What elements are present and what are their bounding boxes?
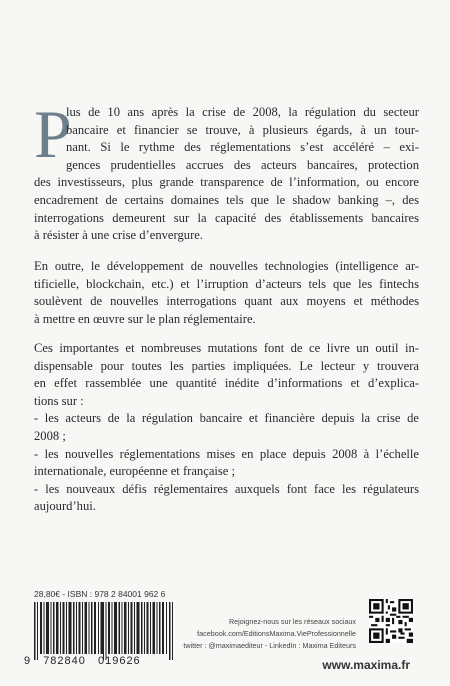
text-line: 2008 ;: [34, 428, 66, 443]
text-line: aujourd’hui.: [34, 499, 96, 514]
list-item: - les acteurs de la régulation bancaire et financière depuis la crise de: [34, 411, 419, 426]
barcode-icon: [34, 602, 174, 660]
barcode-digit-group: 019626: [97, 655, 141, 667]
paragraph-book-content: [34, 340, 419, 516]
text-line: lus de 10 ans après la crise de 2008, la régulation du secteur: [66, 105, 419, 119]
list-item: - les nouveaux défis réglementaires auxquels font face les régulateurs: [34, 481, 419, 496]
text-line: dispensable pour toutes les parties impliquées. Le lecteur y trouvera: [34, 358, 419, 373]
social-networks-info: [183, 616, 356, 652]
barcode-digits: [24, 655, 149, 667]
text-line: à résister à une crise d’envergure.: [34, 228, 204, 243]
drop-cap-letter: P: [34, 96, 72, 172]
website-link[interactable]: www.maxima.fr: [322, 658, 410, 672]
price-isbn: 28,80€ - ISBN : 978 2 84001 962 6: [34, 589, 166, 599]
list-item: - les nouvelles réglementations mises en place depuis 2008 à l’échelle: [34, 446, 419, 461]
text-line: encadrement de certains domaines tels que le shadow banking –, des: [34, 192, 419, 207]
text-line: internationale, européenne et française ;: [34, 464, 236, 479]
paragraph-intro: [34, 96, 419, 245]
barcode-digit-group: 9: [24, 655, 32, 667]
text-line: tions sur :: [34, 393, 84, 408]
text-line: à mettre en œuvre sur le plan réglementaire.: [34, 311, 256, 326]
text-line: tificielle, blockchain, etc.) et l’irruption d’acteurs tels que les fintechs: [34, 276, 419, 291]
text-line: soulèvent de nouvelles interrogations quant aux moyens et méthodes: [34, 294, 419, 309]
text-line: interrogations demeurent sur la capacité des établissements bancaires: [34, 210, 419, 225]
text-line: en effet rassemblée une quantité inédite d’informations et d’explica-: [34, 376, 419, 391]
text-line: nant. Si le rythme des réglementations s’est accéléré – exi-: [66, 140, 419, 155]
paragraph-technologies: [34, 258, 419, 328]
text-line: bancaire et financier se trouve, à plusieurs égards, à un tour-: [66, 122, 419, 137]
text-line: En outre, le développement de nouvelles technologies (intelligence ar-: [34, 259, 419, 273]
qr-code-icon: [369, 599, 413, 643]
social-line: facebook.com/EditionsMaxima.VieProfessionnelle: [197, 629, 356, 638]
social-line: Rejoignez-nous sur les réseaux sociaux: [228, 617, 356, 626]
text-line: des investisseurs, plus grande transparence de l’information, ou encore: [34, 175, 419, 190]
barcode-digit-group: 782840: [43, 655, 86, 667]
social-line: twitter : @maximaediteur - LinkedIn : Maxima Editeurs: [183, 641, 356, 650]
text-line: gences prudentielles accrues des acteurs bancaires, protection: [66, 157, 419, 172]
text-line: Ces importantes et nombreuses mutations font de ce livre un outil in-: [34, 341, 419, 355]
